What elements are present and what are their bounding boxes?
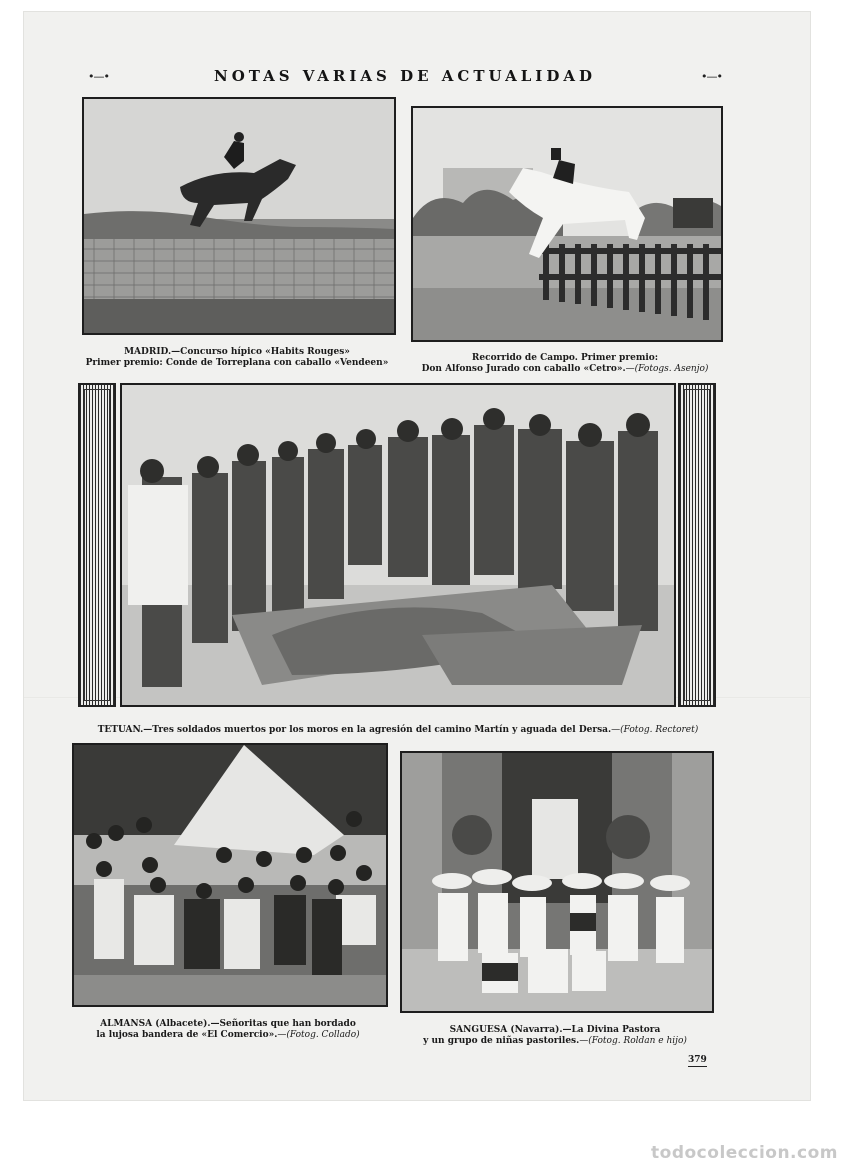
caption-almansa-line1: ALMANSA (Albacete).—Señoritas que han bordado bbox=[100, 1019, 356, 1029]
caption-recorrido bbox=[411, 353, 719, 375]
header-ornament-left: •—• bbox=[88, 69, 109, 83]
header-ornament-right: •—• bbox=[701, 69, 722, 83]
caption-recorrido-credit: —(Fotogs. Asenjo) bbox=[625, 364, 709, 374]
caption-recorrido-line2: Don Alfonso Jurado con caballo «Cetro». bbox=[421, 364, 626, 374]
caption-almansa-credit: —(Fotog. Collado) bbox=[277, 1030, 360, 1040]
decorative-stripe-left bbox=[78, 383, 116, 707]
photo-tetuan-soldiers bbox=[120, 383, 676, 707]
page-header bbox=[88, 64, 722, 88]
photo-almansa-women bbox=[72, 743, 388, 1007]
site-watermark: todocoleccion.com bbox=[651, 1143, 838, 1163]
caption-sanguesa bbox=[400, 1025, 710, 1047]
caption-sanguesa-credit: —(Fotog. Roldan e hijo) bbox=[579, 1036, 687, 1046]
caption-sanguesa-line2: y un grupo de niñas pastoriles. bbox=[423, 1036, 580, 1046]
caption-sanguesa-line2-row bbox=[400, 1036, 710, 1047]
caption-madrid bbox=[82, 347, 392, 369]
caption-sanguesa-line1: SANGUESA (Navarra).—La Divina Pastora bbox=[449, 1025, 661, 1035]
caption-tetuan-credit: —(Fotog. Rectoret) bbox=[611, 725, 699, 735]
decorative-stripe-right bbox=[678, 383, 716, 707]
photo-recorrido-white-horse bbox=[411, 106, 723, 342]
caption-madrid-line2: Primer premio: Conde de Torreplana con caballo «Vendeen» bbox=[85, 358, 389, 368]
photo-sanguesa-children bbox=[400, 751, 714, 1013]
page-title: NOTAS VARIAS DE ACTUALIDAD bbox=[214, 67, 596, 85]
caption-almansa bbox=[72, 1019, 384, 1041]
caption-almansa-line2-row bbox=[72, 1030, 384, 1041]
photo-madrid-horse-jump bbox=[82, 97, 396, 335]
caption-almansa-line2: la lujosa bandera de «El Comercio». bbox=[96, 1030, 278, 1040]
caption-madrid-line1: MADRID.—Concurso hípico «Habits Rouges» bbox=[124, 347, 350, 357]
caption-recorrido-line2-row bbox=[411, 364, 719, 375]
caption-recorrido-line1: Recorrido de Campo. Primer premio: bbox=[471, 353, 659, 363]
caption-tetuan bbox=[78, 725, 718, 736]
caption-tetuan-text: TETUAN.—Tres soldados muertos por los moros en la agresión del camino Martín y aguada del Dersa. bbox=[97, 725, 612, 735]
page-number: 379 bbox=[688, 1055, 707, 1065]
